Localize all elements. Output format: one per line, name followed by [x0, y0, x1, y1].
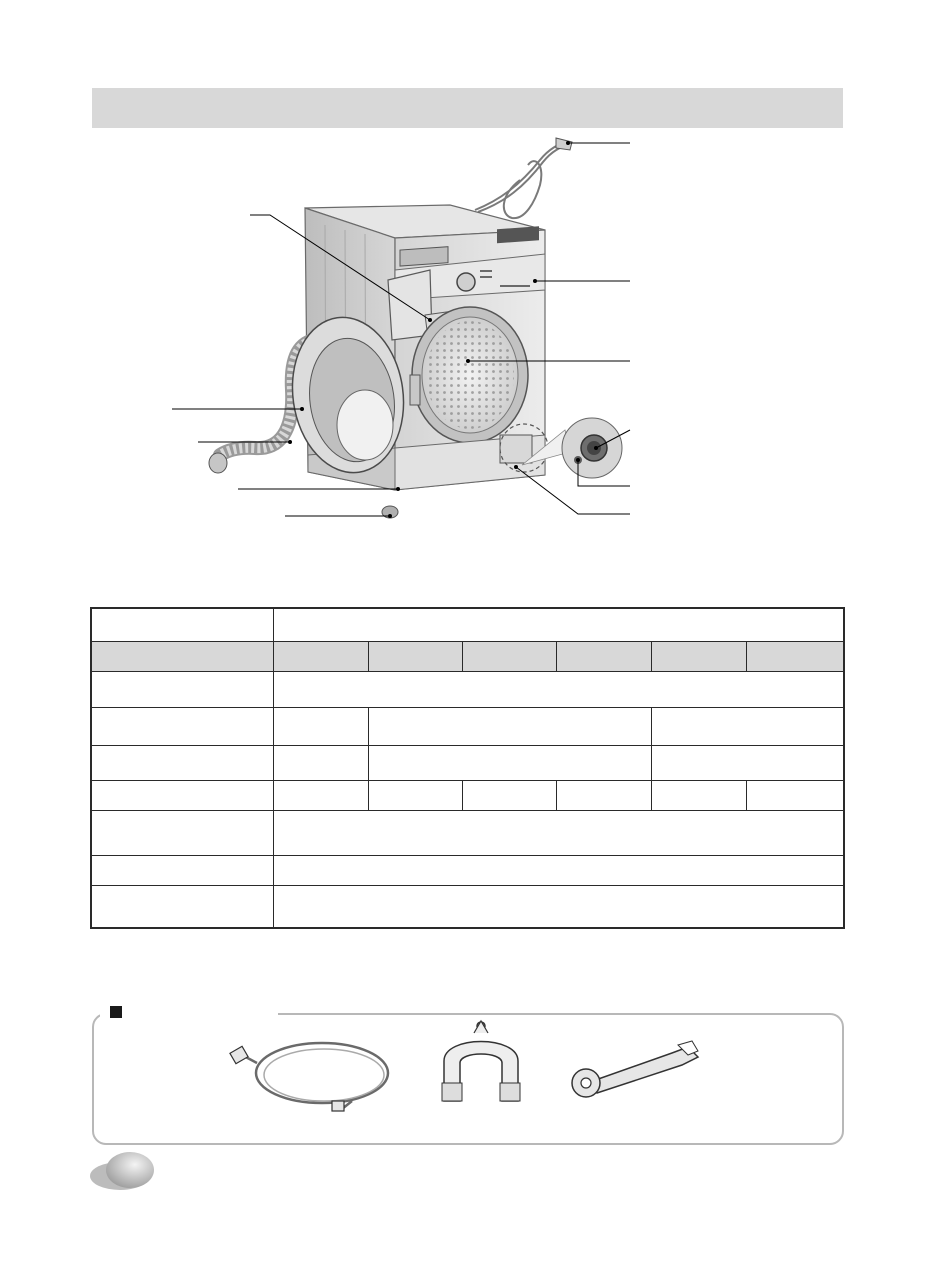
table-cell: [462, 780, 556, 810]
inlet-hose-icon: [242, 1043, 388, 1109]
table-row: [91, 885, 844, 928]
table-cell: [273, 707, 368, 745]
table-cell: [556, 780, 651, 810]
table-cell: [368, 707, 651, 745]
hose-elbow-icon: [442, 1021, 520, 1101]
power-cord: [475, 144, 568, 218]
table-cell: [368, 745, 651, 780]
table-row: [91, 641, 844, 671]
table-cell: [273, 885, 844, 928]
table-cell: [273, 671, 844, 707]
table-cell: [91, 707, 273, 745]
section-header-bar: [92, 88, 843, 128]
table-cell: [462, 641, 556, 671]
table-cell: [273, 608, 844, 641]
table-cell: [91, 855, 273, 885]
table-row: [91, 855, 844, 885]
spanner-icon: [572, 1041, 698, 1097]
table-cell: [91, 608, 273, 641]
table-row: [91, 780, 844, 810]
table-row: [91, 745, 844, 780]
table-cell: [746, 641, 844, 671]
table-cell: [651, 641, 746, 671]
table-cell: [651, 745, 844, 780]
washing-machine-illustration: [0, 130, 935, 530]
table-cell: [746, 780, 844, 810]
table-cell: [273, 745, 368, 780]
table-cell: [368, 780, 462, 810]
table-row: [91, 810, 844, 855]
table-cell: [651, 707, 844, 745]
table-cell: [91, 671, 273, 707]
table-cell: [273, 780, 368, 810]
table-cell: [91, 745, 273, 780]
table-cell: [273, 855, 844, 885]
table-cell: [273, 810, 844, 855]
page-oval-icon: [88, 1150, 158, 1192]
table-cell: [91, 641, 273, 671]
specification-table: [90, 607, 845, 929]
table-cell: [91, 810, 273, 855]
table-cell: [91, 885, 273, 928]
table-cell: [273, 641, 368, 671]
table-cell: [91, 780, 273, 810]
table-cell: [368, 641, 462, 671]
table-row: [91, 671, 844, 707]
accessories-illustrations: [92, 1013, 844, 1145]
table-cell: [556, 641, 651, 671]
table-row: [91, 707, 844, 745]
table-row: [91, 608, 844, 641]
table-cell: [651, 780, 746, 810]
